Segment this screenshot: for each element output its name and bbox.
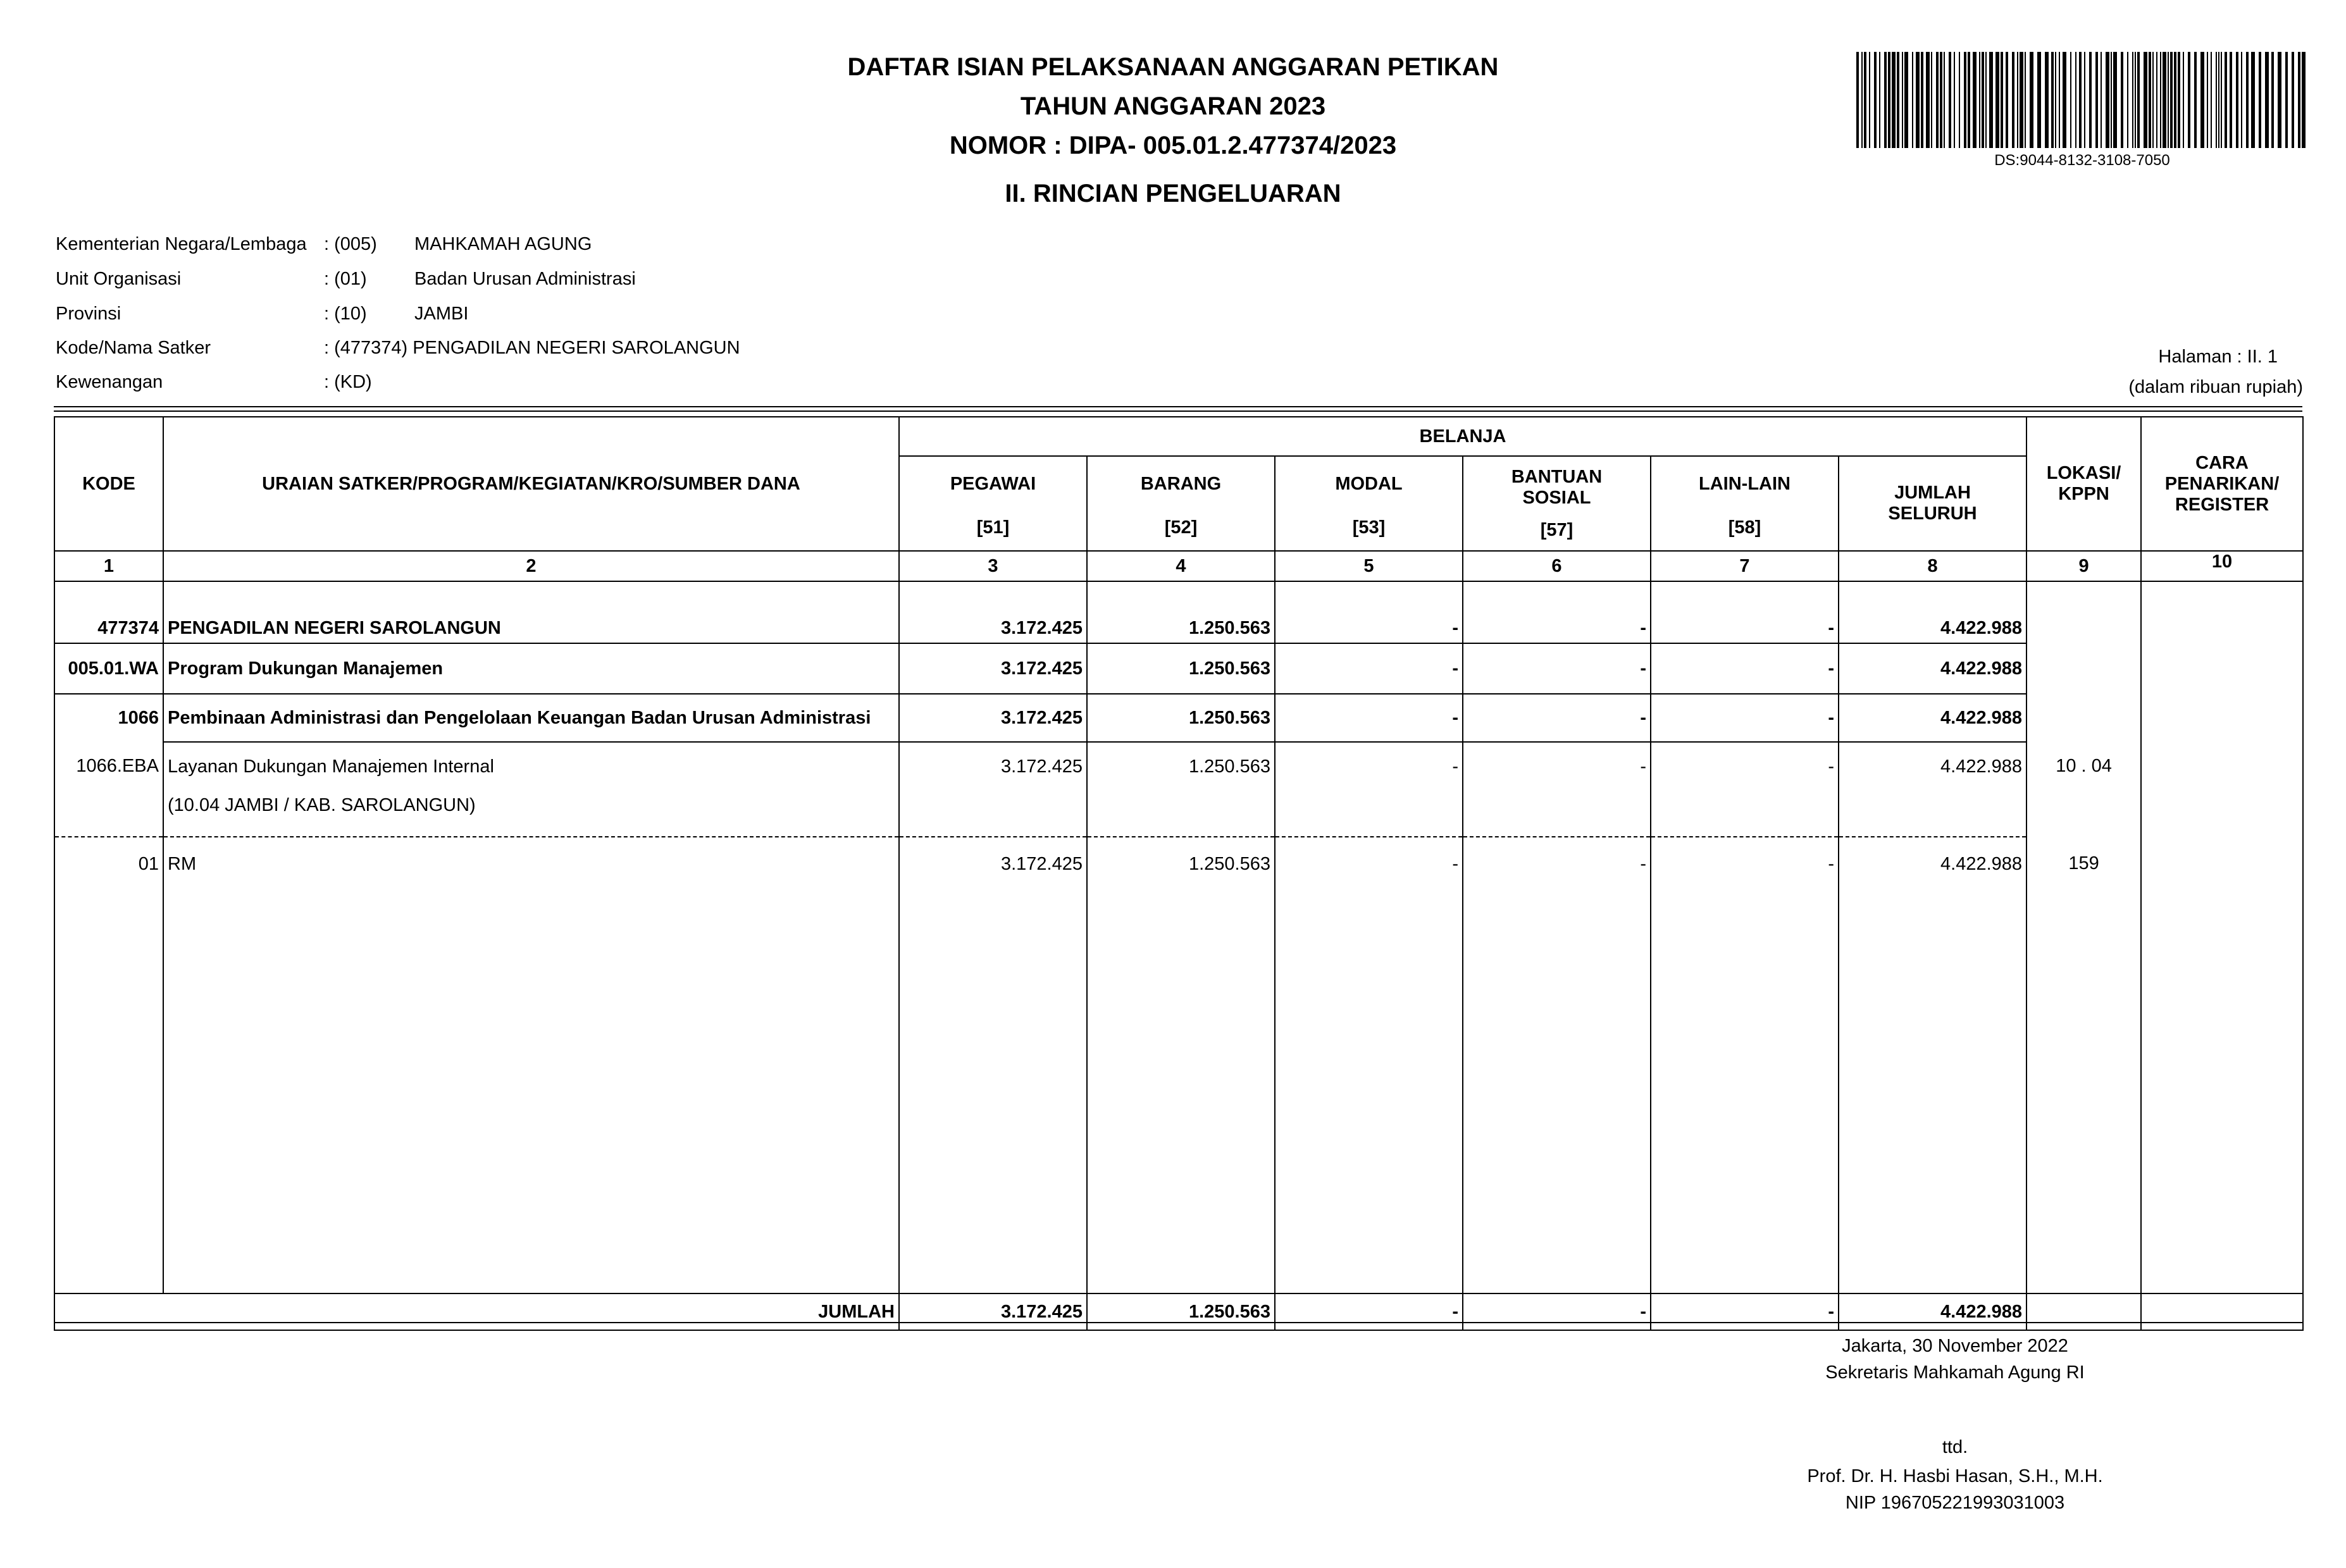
pegawai-code: [51]: [976, 517, 1010, 538]
barcode-bar: [2194, 52, 2197, 148]
barcode-bar: [1874, 52, 1877, 148]
barcode-bar: [2221, 52, 2222, 148]
row-pegawai: 3.172.425: [899, 643, 1087, 694]
row-cara: [2141, 694, 2303, 742]
barcode-bar: [1902, 52, 1903, 148]
document-title: DAFTAR ISIAN PELAKSANAAN ANGGARAN PETIKAN: [847, 53, 1499, 81]
barcode-bar: [2111, 52, 2112, 148]
barcode-bar: [2207, 52, 2208, 148]
barcode-bar: [1979, 52, 1980, 148]
row-modal: -: [1275, 643, 1463, 694]
modal-label: MODAL: [1335, 474, 1403, 494]
barcode-bar: [2149, 52, 2151, 148]
row-kode: 1066.EBA: [54, 742, 163, 837]
total-lain: -: [1651, 1293, 1839, 1330]
row-cara: [2141, 837, 2303, 1293]
info-value-kementerian: MAHKAMAH AGUNG: [414, 234, 592, 254]
info-label-unit: Unit Organisasi: [56, 269, 182, 289]
row-bansos: -: [1463, 581, 1651, 643]
info-code-kementerian: : (005): [324, 234, 377, 254]
total-row: [54, 1293, 2303, 1330]
row-lokasi: [2026, 643, 2141, 694]
total-pegawai: 3.172.425: [899, 1293, 1087, 1330]
barcode-bar: [2152, 52, 2154, 148]
barcode-bar: [1912, 52, 1913, 148]
table-row: [54, 837, 2303, 1293]
barcode-bar: [1861, 52, 1863, 148]
section-title: II. RINCIAN PENGELUARAN: [1005, 180, 1341, 207]
barcode-bar: [2251, 52, 2255, 148]
barcode-bar: [1864, 52, 1866, 148]
total-cara: [2141, 1293, 2303, 1330]
barcode-bar: [2012, 52, 2014, 148]
barcode-bar: [1897, 52, 1899, 148]
barcode-bar: [2121, 52, 2123, 148]
row-modal: -: [1275, 694, 1463, 742]
top-rule-2: [54, 411, 2302, 412]
total-modal: -: [1275, 1293, 1463, 1330]
row-lain: -: [1651, 837, 1839, 1293]
barcode-bar: [2020, 52, 2023, 148]
row-pegawai: 3.172.425: [899, 694, 1087, 742]
barcode-bar: [2070, 52, 2071, 148]
row-jumlah: 4.422.988: [1839, 694, 2026, 742]
barcode-bar: [2188, 52, 2190, 148]
barcode-bar: [2216, 52, 2217, 148]
barcode-bar: [1973, 52, 1977, 148]
row-kode: 005.01.WA: [54, 643, 163, 694]
row-kode: 477374: [54, 581, 163, 643]
barcode-bar: [2006, 52, 2008, 148]
barcode-bar: [2030, 52, 2033, 148]
col-lokasi-header: [2026, 417, 2141, 551]
barcode-bar: [1869, 52, 1870, 148]
col-num-9: 9: [2026, 551, 2141, 581]
row-pegawai: 3.172.425: [899, 837, 1087, 1293]
barcode-bar: [2051, 52, 2054, 148]
barcode-bar: [1982, 52, 1984, 148]
col-num-4: 4: [1087, 551, 1275, 581]
barcode-bar: [2089, 52, 2092, 148]
col-barang-header: [1087, 456, 1275, 551]
barcode-bar: [2259, 52, 2261, 148]
row-jumlah: 4.422.988: [1839, 837, 2026, 1293]
info-code-unit: : (01): [324, 269, 367, 289]
barcode-bar: [2225, 52, 2227, 148]
total-jumlah: 4.422.988: [1839, 1293, 2026, 1330]
barcode-bar: [2084, 52, 2085, 148]
row-bansos: -: [1463, 643, 1651, 694]
table-row: [54, 643, 2303, 694]
row-kode: 1066: [54, 694, 163, 742]
barcode-bar: [1916, 52, 1920, 148]
row-cara: [2141, 643, 2303, 694]
barcode-bar: [2230, 52, 2232, 148]
row-barang: 1.250.563: [1087, 581, 1275, 643]
row-jumlah: 4.422.988: [1839, 742, 2026, 837]
barcode-bar: [1959, 52, 1960, 148]
barcode-bar: [2137, 52, 2140, 148]
row-bansos: -: [1463, 742, 1651, 837]
row-lokasi: [2026, 694, 2141, 742]
col-jumlah-header: [1839, 456, 2026, 551]
barcode-bar: [2178, 52, 2180, 148]
col-num-2: 2: [163, 551, 899, 581]
barcode-bar: [2298, 52, 2300, 148]
row-barang: 1.250.563: [1087, 694, 1275, 742]
barcode-bar: [1884, 52, 1887, 148]
barcode-bar: [2132, 52, 2133, 148]
signer-position: Sekretaris Mahkamah Agung RI: [1825, 1362, 2085, 1383]
table-row: [54, 742, 2303, 837]
barcode-bar: [1940, 52, 1942, 148]
col-uraian-header: URAIAN SATKER/PROGRAM/KEGIATAN/KRO/SUMBER DANA: [163, 417, 899, 551]
col-num-5: 5: [1275, 551, 1463, 581]
page-number: Halaman : II. 1: [2158, 347, 2278, 367]
row-lain: -: [1651, 643, 1839, 694]
barcode-bar: [2055, 52, 2056, 148]
row-jumlah: 4.422.988: [1839, 643, 2026, 694]
barcode-bar: [2101, 52, 2102, 148]
row-barang: 1.250.563: [1087, 643, 1275, 694]
barcode-bar: [2160, 52, 2161, 148]
row-barang: 1.250.563: [1087, 837, 1275, 1293]
row-kode: 01: [54, 837, 163, 1293]
barcode-bar: [2278, 52, 2281, 148]
barcode-bar: [1921, 52, 1923, 148]
row-pegawai: 3.172.425: [899, 581, 1087, 643]
cara-line3: REGISTER: [2175, 494, 2269, 515]
barcode-bar: [2156, 52, 2157, 148]
info-label-kewenangan: Kewenangan: [56, 372, 163, 392]
row-lain: -: [1651, 694, 1839, 742]
barcode-bar: [2059, 52, 2060, 148]
row-uraian: Pembinaan Administrasi dan Pengelolaan Keuangan Badan Urusan Administrasi: [163, 694, 899, 742]
top-rule: [54, 406, 2302, 407]
barcode-bar: [2200, 52, 2204, 148]
cara-line2: PENARIKAN/: [2164, 473, 2280, 494]
lain-code: [58]: [1728, 517, 1761, 538]
barcode-bar: [1904, 52, 1908, 148]
barcode-bar: [2236, 52, 2238, 148]
barcode-bar: [1985, 52, 1987, 148]
info-code-kewenangan: : (KD): [324, 372, 372, 392]
col-num-1: 1: [54, 551, 163, 581]
barcode-bar: [2106, 52, 2109, 148]
pegawai-label: PEGAWAI: [950, 474, 1036, 494]
barcode-image: [1856, 52, 2308, 148]
row-modal: -: [1275, 581, 1463, 643]
col-num-6: 6: [1463, 551, 1651, 581]
barcode-bar: [2168, 52, 2169, 148]
info-value-unit: Badan Urusan Administrasi: [414, 269, 636, 289]
bottom-rule: [54, 1322, 2302, 1323]
row-lain: -: [1651, 742, 1839, 837]
col-pegawai-header: [899, 456, 1087, 551]
barcode-bar: [1879, 52, 1880, 148]
barcode-bar: [2127, 52, 2128, 148]
barcode-bar: [1995, 52, 1999, 148]
barcode-bar: [1936, 52, 1939, 148]
barcode-bar: [1888, 52, 1890, 148]
barcode-bar: [2135, 52, 2136, 148]
row-uraian: Program Dukungan Manajemen: [163, 643, 899, 694]
col-num-3: 3: [899, 551, 1087, 581]
signer-nip: NIP 196705221993031003: [1845, 1493, 2065, 1513]
row-cara: [2141, 742, 2303, 837]
barcode-bar: [2302, 52, 2306, 148]
barcode-bar: [2113, 52, 2117, 148]
total-label: JUMLAH: [54, 1293, 899, 1330]
barcode-bar: [2183, 52, 2184, 148]
info-label-satker: Kode/Nama Satker: [56, 338, 211, 358]
row-lokasi: [2026, 581, 2141, 643]
barcode-bar: [1968, 52, 1970, 148]
barcode-bar: [2170, 52, 2173, 148]
barcode-bar: [1892, 52, 1896, 148]
barcode-bar: [1926, 52, 1930, 148]
dipa-number: NOMOR : DIPA- 005.01.2.477374/2023: [949, 132, 1397, 159]
info-label-kementerian: Kementerian Negara/Lembaga: [56, 234, 307, 254]
barcode-bar: [2045, 52, 2049, 148]
info-value-provinsi: JAMBI: [414, 304, 469, 324]
info-label-provinsi: Provinsi: [56, 304, 121, 324]
col-num-10: 10: [2141, 551, 2303, 581]
fiscal-year: TAHUN ANGGARAN 2023: [1020, 92, 1326, 120]
col-cara-header: [2141, 417, 2303, 551]
row-uraian: RM: [163, 837, 899, 1293]
cara-line1: CARA: [2195, 452, 2249, 473]
barcode-bar: [2075, 52, 2076, 148]
row-cara: [2141, 581, 2303, 643]
total-lokasi: [2026, 1293, 2141, 1330]
row-bansos: -: [1463, 694, 1651, 742]
total-barang: 1.250.563: [1087, 1293, 1275, 1330]
barcode-bar: [2241, 52, 2242, 148]
total-bansos: -: [1463, 1293, 1651, 1330]
signature-ttd: ttd.: [1942, 1437, 1968, 1457]
barcode-bar: [2292, 52, 2294, 148]
barcode-bar: [2174, 52, 2176, 148]
row-modal: -: [1275, 742, 1463, 837]
row-jumlah: 4.422.988: [1839, 581, 2026, 643]
barcode-bar: [2265, 52, 2269, 148]
barcode-bar: [2037, 52, 2041, 148]
barcode-bar: [2144, 52, 2147, 148]
barcode-bar: [1856, 52, 1859, 148]
lokasi-line1: LOKASI/: [2046, 463, 2121, 483]
barcode-bar: [2063, 52, 2066, 148]
col-num-7: 7: [1651, 551, 1839, 581]
table-row: [54, 694, 2303, 742]
modal-code: [53]: [1352, 517, 1386, 538]
lain-label: LAIN-LAIN: [1699, 474, 1791, 494]
barcode-bar: [2271, 52, 2274, 148]
jumlah-line1: JUMLAH: [1894, 483, 1971, 503]
bansos-line1: BANTUAN: [1511, 466, 1603, 487]
col-kode-header: KODE: [54, 417, 163, 551]
barcode-bar: [1964, 52, 1966, 148]
barcode-bar: [1954, 52, 1955, 148]
signer-name: Prof. Dr. H. Hasbi Hasan, S.H., M.H.: [1807, 1466, 2103, 1486]
lokasi-line2: KPPN: [2058, 484, 2109, 504]
bansos-code: [57]: [1540, 519, 1573, 540]
unit-note: (dalam ribuan rupiah): [2128, 377, 2303, 397]
barcode-bar: [2285, 52, 2288, 148]
jumlah-line2: SELURUH: [1888, 503, 1977, 524]
barcode-bar: [2095, 52, 2098, 148]
table-row: [54, 581, 2303, 643]
place-date: Jakarta, 30 November 2022: [1842, 1336, 2068, 1356]
row-uraian-line2: (10.04 JAMBI / KAB. SAROLANGUN): [168, 795, 476, 815]
row-lokasi: 10 . 04: [2026, 742, 2141, 837]
barcode-bar: [1944, 52, 1945, 148]
barcode-bar: [2246, 52, 2249, 148]
barcode-bar: [2001, 52, 2003, 148]
budget-table: [54, 416, 2304, 1331]
info-code-provinsi: : (10): [324, 304, 367, 324]
row-pegawai: 3.172.425: [899, 742, 1087, 837]
row-lain: -: [1651, 581, 1839, 643]
row-uraian-line1: Layanan Dukungan Manajemen Internal: [168, 756, 494, 777]
barcode-bar: [2211, 52, 2212, 148]
barcode-bar: [1989, 52, 1993, 148]
col-bansos-header: [1463, 456, 1651, 551]
col-num-8: 8: [1839, 551, 2026, 581]
belanja-header: BELANJA: [899, 417, 2026, 456]
barcode-bar: [2163, 52, 2166, 148]
row-barang: 1.250.563: [1087, 742, 1275, 837]
col-lain-header: [1651, 456, 1839, 551]
row-lokasi: 159: [2026, 837, 2141, 1293]
barcode-bar: [1931, 52, 1932, 148]
bansos-line2: SOSIAL: [1522, 487, 1591, 508]
barcode-bar: [2079, 52, 2082, 148]
barcode-bar: [2017, 52, 2018, 148]
barang-label: BARANG: [1140, 474, 1222, 494]
barcode-bar: [2218, 52, 2219, 148]
row-uraian: [163, 742, 899, 837]
barang-code: [52]: [1164, 517, 1198, 538]
row-modal: -: [1275, 837, 1463, 1293]
row-uraian: PENGADILAN NEGERI SAROLANGUN: [163, 581, 899, 643]
row-bansos: -: [1463, 837, 1651, 1293]
col-modal-header: [1275, 456, 1463, 551]
barcode-bar: [1949, 52, 1951, 148]
info-code-satker: : (477374) PENGADILAN NEGERI SAROLANGUN: [324, 338, 740, 358]
barcode-ds-code: DS:9044-8132-3108-7050: [1994, 152, 2170, 169]
barcode-bar: [2025, 52, 2026, 148]
